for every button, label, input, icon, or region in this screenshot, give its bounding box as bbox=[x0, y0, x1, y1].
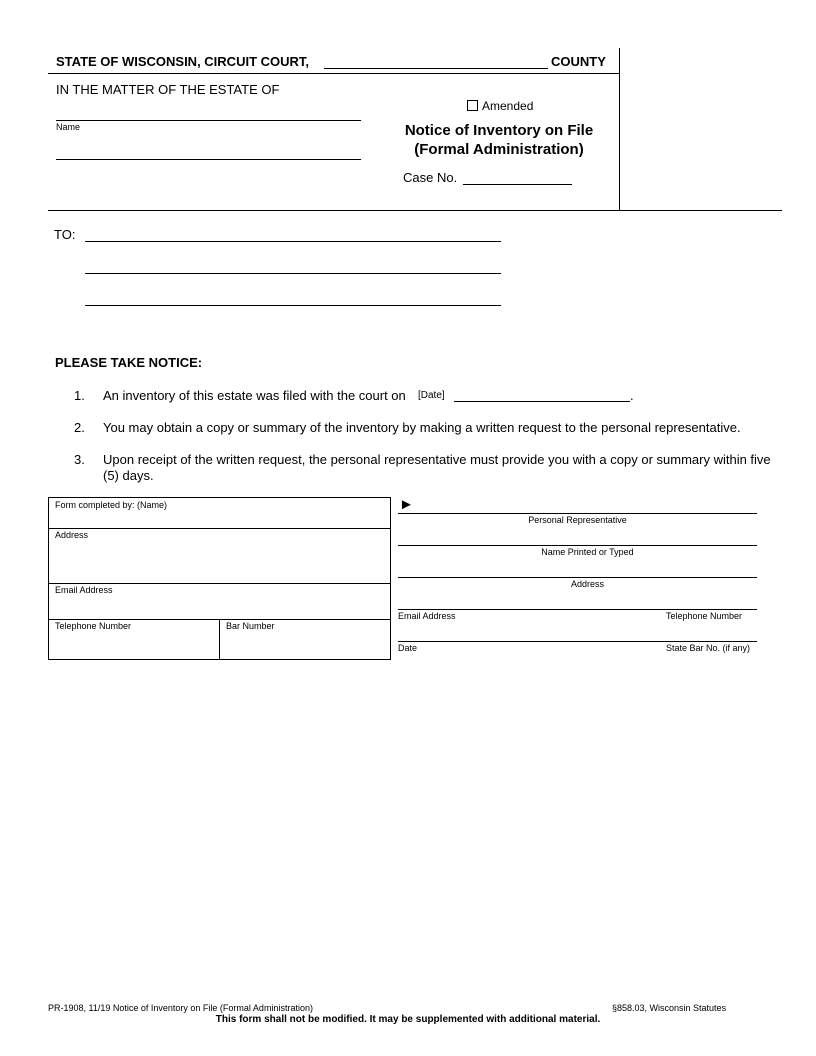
date-label: [Date] bbox=[418, 390, 445, 401]
sig-email-label: Email Address bbox=[398, 611, 456, 621]
box-email-label: Email Address bbox=[55, 585, 113, 595]
signature-line[interactable] bbox=[398, 513, 757, 514]
item-1-number: 1. bbox=[74, 388, 85, 403]
notice-heading: PLEASE TAKE NOTICE: bbox=[55, 355, 203, 370]
sig-date-label: Date bbox=[398, 643, 418, 653]
item-1-period: . bbox=[630, 388, 634, 403]
to-field-3[interactable] bbox=[85, 305, 501, 306]
name-printed-line[interactable] bbox=[398, 545, 757, 546]
box-divider-2 bbox=[48, 583, 391, 584]
personal-rep-label: Personal Representative bbox=[528, 515, 627, 525]
header-divider bbox=[48, 73, 620, 74]
header-bottom-rule bbox=[48, 210, 782, 211]
amended-label: Amended bbox=[482, 99, 534, 113]
filed-date-field[interactable] bbox=[454, 401, 630, 402]
signature-arrow-icon: ► bbox=[399, 496, 414, 513]
case-no-field[interactable] bbox=[463, 184, 572, 185]
matter-of-label: IN THE MATTER OF THE ESTATE OF bbox=[56, 82, 280, 97]
sig-state-bar-label: State Bar No. (if any) bbox=[666, 643, 751, 653]
item-3-number: 3. bbox=[74, 452, 85, 467]
header-vertical-rule bbox=[619, 48, 620, 210]
sig-address-label: Address bbox=[570, 579, 605, 589]
amended-checkbox[interactable] bbox=[467, 100, 478, 111]
to-label: TO: bbox=[54, 227, 76, 242]
item-1-text: An inventory of this estate was filed with the court on bbox=[103, 388, 406, 403]
box-address-label: Address bbox=[55, 530, 89, 540]
box-divider-1 bbox=[48, 528, 391, 529]
item-2-number: 2. bbox=[74, 420, 85, 435]
estate-name-field-2[interactable] bbox=[56, 159, 361, 160]
name-printed-label: Name Printed or Typed bbox=[541, 547, 634, 557]
sig-email-line[interactable] bbox=[398, 609, 757, 610]
county-field[interactable] bbox=[324, 68, 548, 69]
to-field-1[interactable] bbox=[85, 241, 501, 242]
case-no-label: Case No. bbox=[403, 170, 458, 185]
box-divider-vertical bbox=[219, 619, 220, 660]
box-telephone-label: Telephone Number bbox=[55, 621, 132, 631]
county-label: COUNTY bbox=[551, 54, 606, 69]
sig-date-line[interactable] bbox=[398, 641, 757, 642]
box-bar-number-label: Bar Number bbox=[226, 621, 275, 631]
footer-statute: §858.03, Wisconsin Statutes bbox=[612, 1003, 727, 1013]
footer-notice: This form shall not be modified. It may be supplemented with additional material. bbox=[215, 1014, 601, 1025]
form-title-line2: (Formal Administration) bbox=[414, 141, 584, 158]
sig-address-line[interactable] bbox=[398, 577, 757, 578]
item-3-text: Upon receipt of the written request, the personal representative must provide you with a copy or summary within five (5) days. bbox=[103, 452, 771, 483]
to-field-2[interactable] bbox=[85, 273, 501, 274]
form-title-line1: Notice of Inventory on File bbox=[404, 122, 594, 139]
state-court-label: STATE OF WISCONSIN, CIRCUIT COURT, bbox=[56, 54, 310, 69]
estate-name-field[interactable] bbox=[56, 120, 361, 121]
form-title bbox=[380, 121, 618, 159]
sig-telephone-label: Telephone Number bbox=[666, 611, 743, 621]
completed-by-label: Form completed by: (Name) bbox=[55, 500, 168, 510]
name-label: Name bbox=[56, 122, 81, 132]
footer-form-id: PR-1908, 11/19 Notice of Inventory on File (Formal Administration) bbox=[48, 1003, 313, 1013]
item-2-text: You may obtain a copy or summary of the inventory by making a written request to the personal representative. bbox=[103, 420, 741, 435]
